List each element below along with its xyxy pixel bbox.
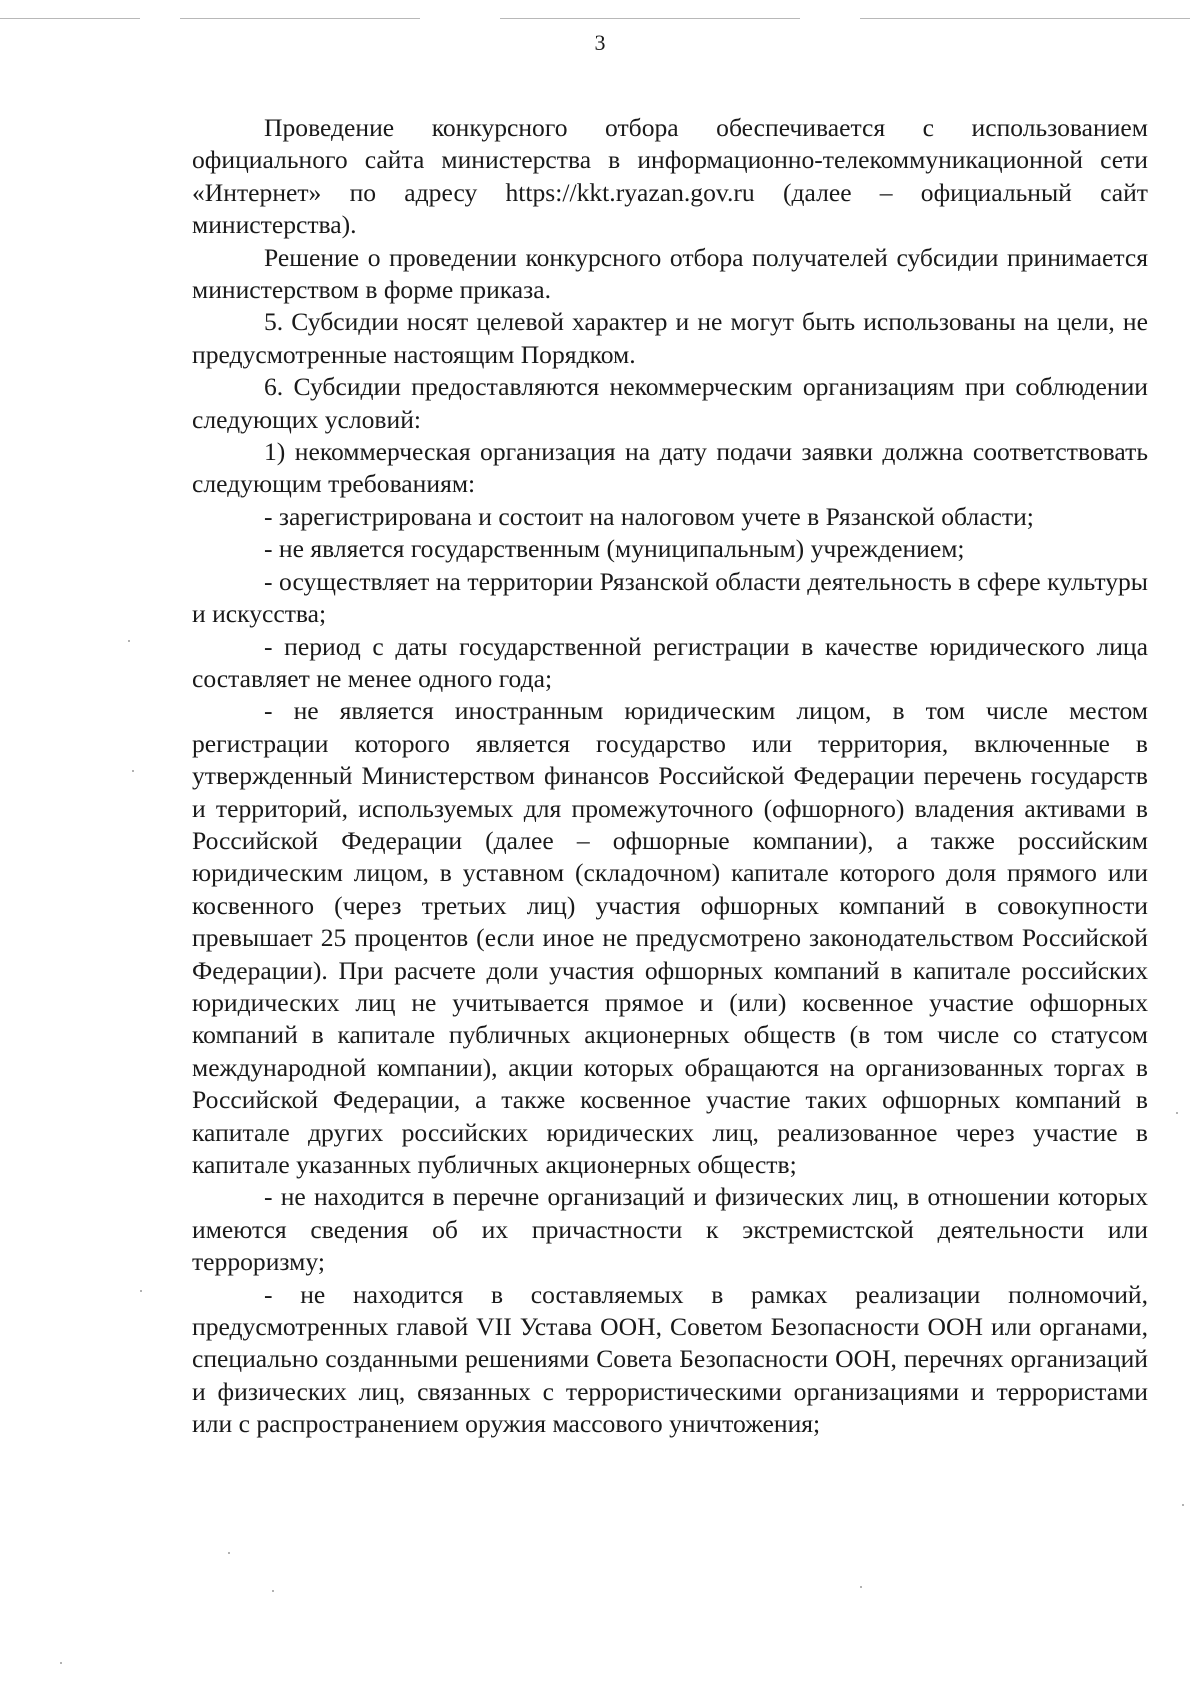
paragraph: 1) некоммерческая организация на дату подачи заявки должна соответствовать следующим требованиям:	[192, 437, 1148, 499]
page-number: 3	[594, 30, 606, 55]
paragraph: - осуществляет на территории Рязанской области деятельность в сфере культуры и искусства;	[192, 566, 1148, 629]
scan-speck	[272, 1590, 274, 1592]
scan-edge-line	[500, 18, 800, 19]
paragraph: - не находится в составляемых в рамках реализации полномочий, предусмотренных главой VII Устава ООН, Советом Безопасности ООН или органами, специально созданными решениями Совета Безопасности ООН, перечнях организаций и физических лиц, связанных с террористическими организациями и террористами или с распространением оружия массового уничтожения;	[192, 1279, 1148, 1439]
paragraph: - не находится в перечне организаций и физических лиц, в отношении которых имеются сведения об их причастности к экстремистской деятельности или терроризму;	[192, 1182, 1148, 1277]
paragraph: 5. Субсидии носят целевой характер и не могут быть использованы на цели, не предусмотренные настоящим Порядком.	[192, 307, 1148, 369]
scan-edge-line	[180, 18, 420, 19]
scan-speck	[860, 1586, 862, 1588]
paragraph: Решение о проведении конкурсного отбора получателей субсидии принимается министерством в форме приказа.	[192, 242, 1148, 305]
document-body	[192, 112, 1148, 1441]
scan-speck	[140, 1290, 142, 1292]
scan-edge-line	[0, 18, 140, 19]
scan-edge-line	[860, 18, 1190, 19]
paragraph: - не является государственным (муниципальным) учреждением;	[264, 534, 965, 564]
scan-speck	[1176, 1112, 1178, 1114]
paragraph: Проведение конкурсного отбора обеспечивается с использованием официального сайта министерства в информационно-телекоммуникационной сети «Интернет» по адресу https://kkt.ryazan.gov.ru (далее – официальный сайт министерства).	[192, 113, 1148, 240]
scan-speck	[132, 770, 134, 772]
scan-speck	[60, 1662, 62, 1664]
scan-speck	[1182, 1504, 1184, 1506]
scan-speck	[228, 1552, 230, 1554]
paragraph: - зарегистрирована и состоит на налоговом учете в Рязанской области;	[264, 501, 1034, 531]
paragraph: - не является иностранным юридическим лицом, в том числе местом регистрации которого является государство или территория, включенные в утвержденный Министерством финансов Российской Федерации перечень государств и территорий, используемых для промежуточного (офшорного) владения активами в Российской Федерации (далее – офшорные компании), а также российским юридическим лицом, в уставном (складочном) капитале которого доля прямого или косвенного (через третьих лиц) участия офшорных компаний в совокупности превышает 25 процентов (если иное не предусмотрено законодательством Российской Федерации). При расчете доли участия офшорных компаний в капитале российских юридических лиц не учитывается прямое и (или) косвенное участие офшорных компаний в капитале публичных акционерных обществ (в том числе со статусом международной компании), акции которых обращаются на организованных торгах в Российской Федерации, а также косвенное участие таких офшорных компаний в капитале других российских юридических лиц, реализованное через участие в капитале указанных публичных акционерных обществ;	[192, 696, 1148, 1179]
paragraph: 6. Субсидии предоставляются некоммерческим организациям при соблюдении следующих условий:	[192, 372, 1148, 434]
scan-speck	[128, 640, 130, 642]
paragraph: - период с даты государственной регистрации в качестве юридического лица составляет не менее одного года;	[192, 631, 1148, 693]
